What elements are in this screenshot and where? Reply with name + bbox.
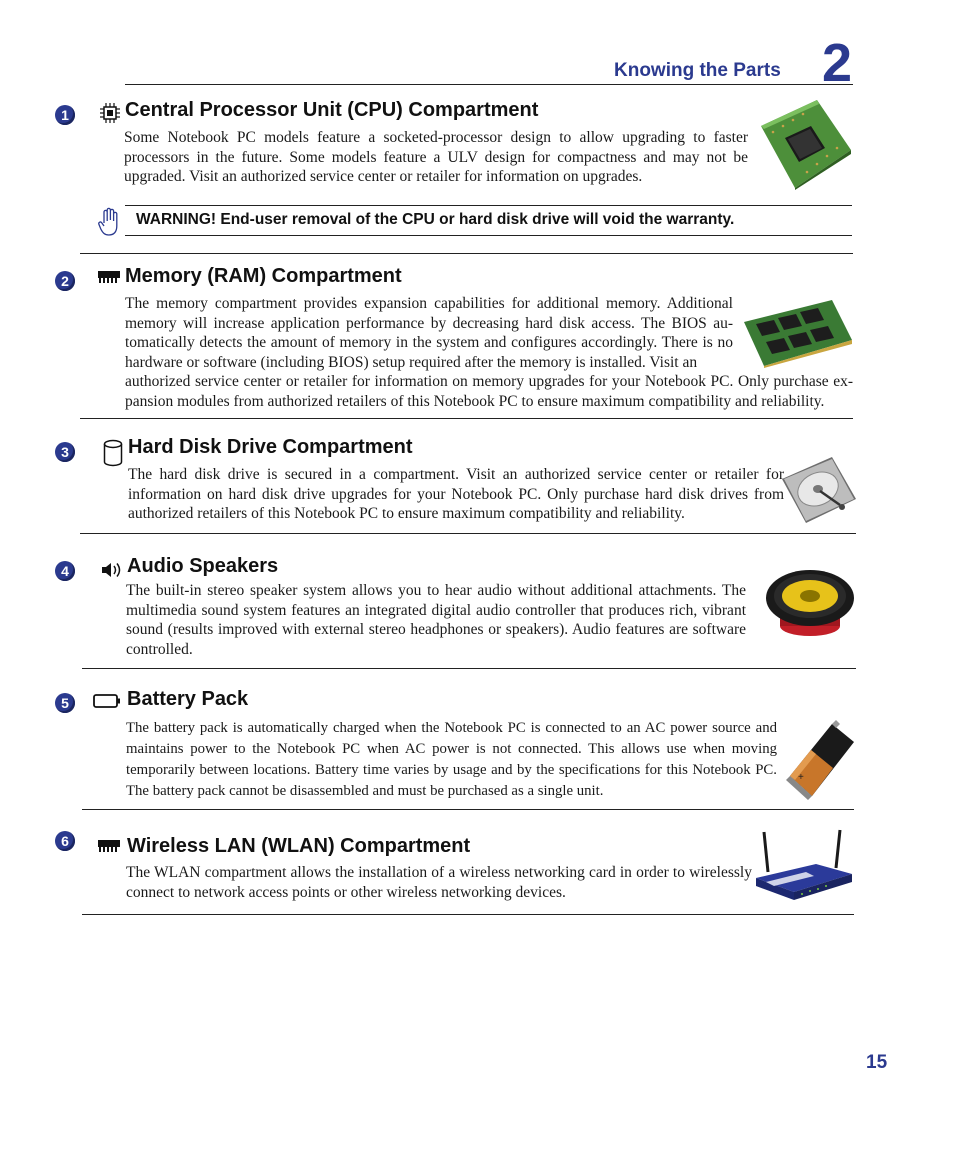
section-badge-1: 1 <box>55 105 75 125</box>
section-body-cpu: Some Notebook PC models feature a socketed-processor design to allow upgrading to faster processors in the future. Some models feature a ULV design for compactness and may not be upgraded. Visit an authorized service center or retailer for information on upgrades. <box>124 129 748 185</box>
section-title-cpu: Central Processor Unit (CPU) Compartment <box>125 99 539 121</box>
warning-rule-top <box>125 205 852 206</box>
section-divider-1 <box>80 253 853 254</box>
svg-text:+: + <box>798 772 804 783</box>
section-body-hard-disk: The hard disk drive is secured in a compartment. Visit an authorized service center or retailer for information on hard disk drive upgrades for your Notebook PC. Only purchase hard disk drives from authorized retailers of this Notebook PC to ensure maximum compatibility and reliability. <box>128 466 784 522</box>
section-divider-6 <box>82 914 854 915</box>
ram-module-image <box>742 298 854 368</box>
warning-text: WARNING! End-user removal of the CPU or hard disk drive will void the warranty. <box>136 211 735 228</box>
battery-icon <box>93 693 121 709</box>
section-title-audio: Audio Speakers <box>127 555 279 577</box>
section-body-audio: The built-in stereo speaker system allows you to hear audio without additional attachments. The multimedia sound system features an integrated digital audio controller that produces rich, vibrant sound (results improved with external stereo headphones or speakers). Audio features are software controlled. <box>126 582 746 658</box>
section-badge-6: 6 <box>55 831 75 851</box>
speaker-image <box>764 566 856 640</box>
section-body-wlan: The WLAN compartment allows the installation of a wireless networking card in order to wirelessly connect to network access points or other wireless networking devices. <box>126 864 752 901</box>
section-title-wlan: Wireless LAN (WLAN) Compartment <box>127 835 471 857</box>
section-badge-2: 2 <box>55 271 75 291</box>
section-badge-5: 5 <box>55 693 75 713</box>
page-number: 15 <box>866 1052 888 1073</box>
header-rule <box>125 84 853 85</box>
hand-warning-icon <box>98 207 122 237</box>
section-badge-4: 4 <box>55 561 75 581</box>
section-divider-4 <box>82 668 856 669</box>
section-body-battery: The battery pack is automatically charged when the Notebook PC is connected to an AC power source and maintains power to the Notebook PC when AC power is not connected. This allows use when moving temporarily between locations. Battery time varies by usage and by the specifications for this Notebook PC. The battery pack cannot be disassembled and must be purchased as a single unit. <box>126 720 777 799</box>
chapter-number: 2 <box>822 33 853 93</box>
section-badge-3: 3 <box>55 442 75 462</box>
wireless-router-image <box>754 828 854 910</box>
section-divider-3 <box>80 533 856 534</box>
section-divider-5 <box>82 809 854 810</box>
warning-rule-bottom <box>125 235 852 236</box>
hard-disk-icon <box>103 439 123 467</box>
speaker-icon <box>100 560 124 580</box>
section-divider-2 <box>80 418 853 419</box>
battery-image <box>784 718 858 804</box>
chapter-title: Knowing the Parts <box>614 60 781 81</box>
wlan-card-icon <box>98 840 120 854</box>
section-body-memory-2: authorized service center or retailer for information on memory upgrades for your Notebook PC. Only purchase ex-pansion modules from authorized retailers of this Notebook PC to ensure maximum compatibility and reliability. <box>125 373 853 410</box>
hard-drive-image <box>780 455 858 525</box>
section-title-memory: Memory (RAM) Compartment <box>125 265 402 287</box>
section-body-memory-1: The memory compartment provides expansion capabilities for additional memory. Additional memory will increase application performance by decreasing hard disk access. The BIOS au-tomatically detects the amount of memory in the system and configures accordingly. There is no hardware or software (including BIOS) setup required after the memory is installed. Visit an <box>125 295 733 371</box>
memory-icon <box>98 271 120 285</box>
cpu-chip-image <box>755 98 853 190</box>
section-title-hard-disk: Hard Disk Drive Compartment <box>128 436 413 458</box>
cpu-icon <box>100 103 120 123</box>
section-title-battery: Battery Pack <box>127 688 249 710</box>
